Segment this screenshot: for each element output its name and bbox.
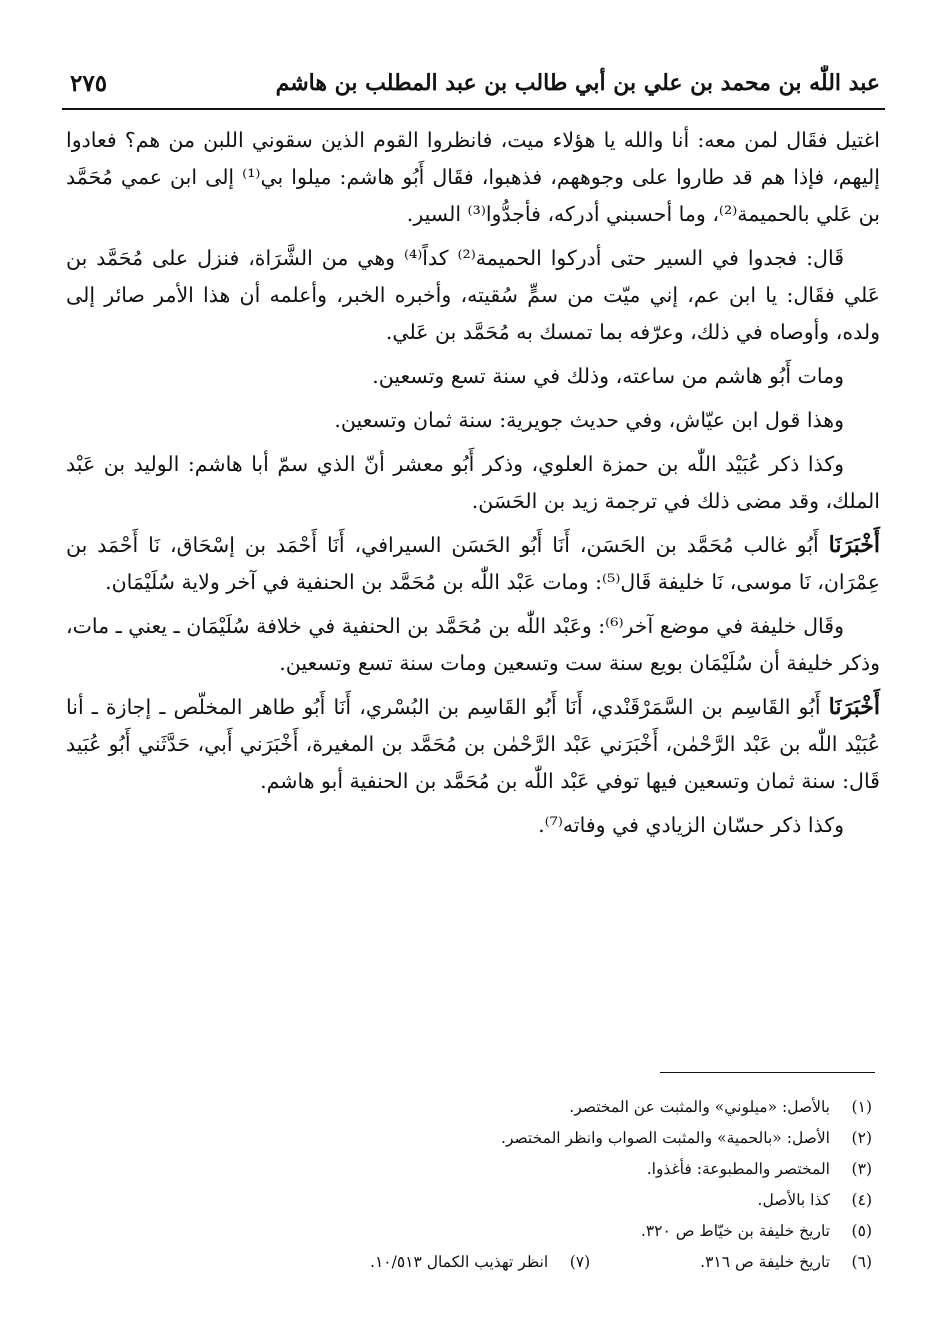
running-title: عبد اللّٰه بن محمد بن علي بن أبي طالب بن عبد المطلب بن هاشم — [275, 70, 880, 96]
footnote-row — [62, 1247, 872, 1278]
paragraph: وكذا ذكر حسّان الزيادي في وفاته⁽⁷⁾. — [538, 813, 844, 837]
isnad-lead: أَخْبَرَنَا — [828, 694, 880, 720]
footnotes — [62, 1092, 872, 1278]
page-number: ٢٧٥ — [70, 69, 108, 97]
page-header — [70, 58, 880, 108]
paragraph: وقَال خليفة في موضع آخر⁽⁶⁾: وعَبْد اللّٰه بن مُحَمَّد بن الحنفية في خلافة سُلَيْمَان ـ يعني ـ مات، وذكر خليفة أن سُلَيْمَان بويع سنة ست وتسعين ومات سنة تسع وتسعين. — [66, 614, 880, 675]
footnote: (٧) انظر تهذيب الكمال ١٠/٥١٣. — [370, 1253, 591, 1271]
footnote: (٤) كذا بالأصل. — [757, 1191, 872, 1209]
header-divider — [62, 108, 885, 110]
paragraph: اغتيل فقَال لمن معه: أنا والله يا هؤلاء ميت، فانظروا القوم الذين سقوني اللبن من هم؟ فعادوا إليهم، فإذا هم قد طاروا على وجوههم، فذهبوا، فقَال أَبُو هاشم: ميلوا بي⁽¹⁾ إلى ابن عمي مُحَمَّد بن عَلي بالحميمة⁽²⁾، وما أحسبني أدركه، فأجدُّوا⁽³⁾ السير. — [66, 128, 880, 226]
isnad-lead: أَخْبَرَنَا — [828, 532, 880, 558]
paragraph: وكذا ذكر عُبَيْد اللّٰه بن حمزة العلوي، وذكر أَبُو معشر أنّ الذي سمّ أبا هاشم: الوليد بن عَبْد الملك، وقد مضى ذلك في ترجمة زيد بن الحَسَن. — [66, 452, 880, 513]
footnote: (١) بالأصل: «ميلوني» والمثبت عن المختصر. — [569, 1098, 872, 1116]
footnote-divider — [660, 1072, 875, 1073]
paragraph: أَخْبَرَنَا أَبُو القَاسِم بن السَّمَرْقَنْدي، أَنَا أَبُو القَاسِم بن البُسْري، أَنَا أَبُو طاهر المخلّص ـ إجازة ـ أنا عُبَيْد اللّٰه بن عَبْد الرَّحْمٰن، أَخْبَرَني عَبْد الرَّحْمٰن بن مُحَمَّد بن المغيرة، أَخْبَرَني أَبي، حَدَّثَني أَبُو عُبَيد قَال: سنة ثمان وتسعين فيها توفي عَبْد اللّٰه بن مُحَمَّد بن الحنفية أبو هاشم. — [66, 694, 880, 793]
paragraph: أَخْبَرَنَا أَبُو غالب مُحَمَّد بن الحَسَن، أَنَا أَبُو الحَسَن السيرافي، أَنَا أَحْمَد بن إسْحَاق، نَا أَحْمَد بن عِمْرَان، نَا موسى، نَا خليفة قَال⁽⁵⁾: ومات عَبْد اللّٰه بن مُحَمَّد بن الحنفية في آخر ولاية سُلَيْمَان. — [66, 532, 880, 594]
footnote: (٢) الأصل: «بالحمية» والمثبت الصواب وانظر المختصر. — [501, 1129, 872, 1147]
footnote: (٣) المختصر والمطبوعة: فأغذوا. — [646, 1160, 872, 1178]
footnote: (٦) تاريخ خليفة ص ٣١٦. — [700, 1253, 872, 1271]
paragraph: وهذا قول ابن عيّاش، وفي حديث جويرية: سنة ثمان وتسعين. — [334, 408, 844, 432]
footnote: (٥) تاريخ خليفة بن خيّاط ص ٣٢٠. — [640, 1222, 872, 1240]
paragraph: قَال: فجدوا في السير حتى أدركوا الحميمة⁽²⁾ كداً⁽⁴⁾ وهي من الشَّرَاة، فنزل على مُحَمَّد بن عَلي فقَال: يا ابن عم، إني ميّت من سمٍّ سُقيته، وأخبره الخبر، وأعلمه أن هذا الأمر صائر إلى ولده، وأوصاه في ذلك، وعرّفه بما تمسك به مُحَمَّد بن عَلي. — [66, 246, 880, 344]
paragraph: ومات أَبُو هاشم من ساعته، وذلك في سنة تسع وتسعين. — [372, 364, 844, 388]
main-text — [66, 122, 880, 851]
